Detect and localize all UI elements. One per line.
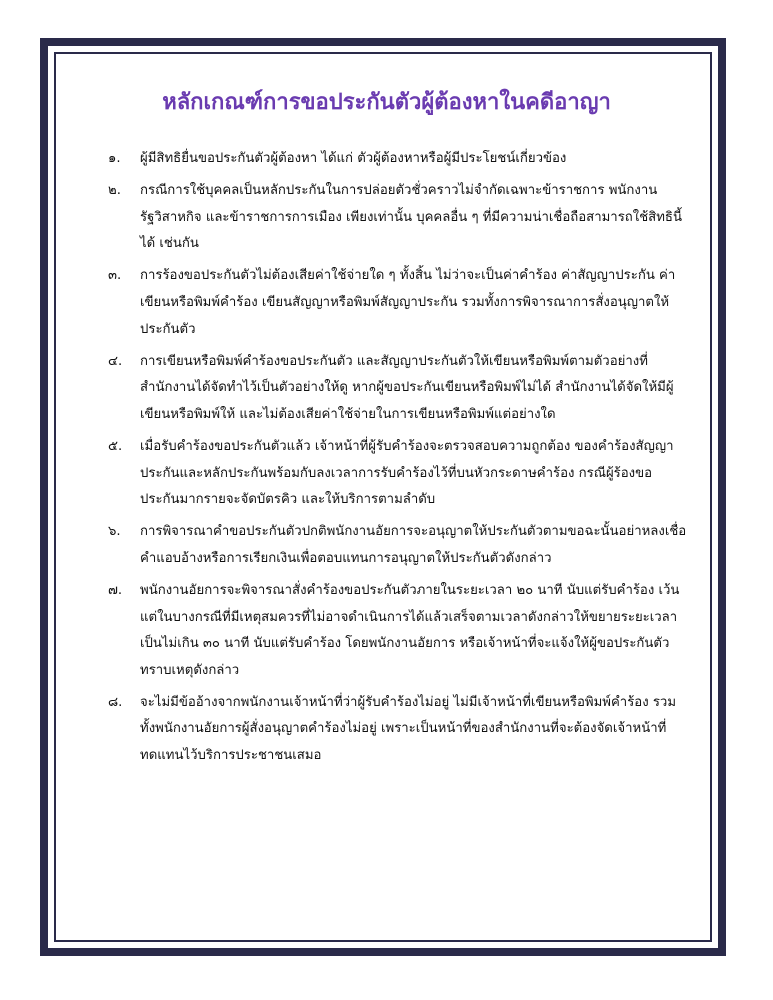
rule-item-3 <box>108 263 688 343</box>
rule-number: ๒. <box>108 183 121 199</box>
rule-text: กรณีการใช้บุคคลเป็นหลักประกันในการปล่อยตัวชั่วคราวไม่จำกัดเฉพาะข้าราชการ พนักงานรัฐวิสาหกิจ และข้าราชการการเมือง เพียงเท่านั้น บุคคลอื่น ๆ ที่มีความน่าเชื่อถือสามารถใช้สิทธินี้ได้ เช่นกัน <box>140 183 682 252</box>
rule-item-2 <box>108 178 688 258</box>
rule-number: ๗. <box>108 582 123 598</box>
rule-number: ๖. <box>108 524 121 540</box>
rule-item-7 <box>108 578 688 684</box>
rule-item-4 <box>108 349 688 429</box>
rule-item-1 <box>108 146 688 173</box>
rule-text: การเขียนหรือพิมพ์คำร้องขอประกันตัว และสัญญาประกันตัวให้เขียนหรือพิมพ์ตามตัวอย่างที่สำนักงานได้จัดทำไว้เป็นตัวอย่างให้ดู หากผู้ขอประกันเขียนหรือพิมพ์ไม่ได้ สำนักงานได้จัดให้มีผู้เขียนหรือพิมพ์ให้ และไม่ต้องเสียค่าใช้จ่ายในการเขียนหรือพิมพ์แต่อย่างใด <box>140 353 674 422</box>
rule-item-8 <box>108 690 688 770</box>
rule-number: ๑. <box>108 151 121 166</box>
rule-text: การร้องขอประกันตัวไม่ต้องเสียค่าใช้จ่ายใด ๆ ทั้งสิ้น ไม่ว่าจะเป็นค่าคำร้อง ค่าสัญญาประกัน ค่าเขียนหรือพิมพ์คำร้อง เขียนสัญญาหรือพิมพ์สัญญาประกัน รวมทั้งการพิจารณาการสั่งอนุญาตให้ประกันตัว <box>140 268 676 337</box>
rule-number: ๔. <box>108 353 123 369</box>
rule-list <box>108 146 688 775</box>
document-title: หลักเกณฑ์การขอประกันตัวผู้ต้องหาในคดีอาญา <box>162 90 611 115</box>
rule-text: การพิจารณาคำขอประกันตัวปกติพนักงานอัยการจะอนุญาตให้ประกันตัวตามขอฉะนั้นอย่าหลงเชื่อคำแอบอ้างหรือการเรียกเงินเพื่อตอบแทนการอนุญาตให้ประกันตัวดังกล่าว <box>140 524 687 566</box>
rule-item-6 <box>108 519 688 572</box>
rule-text: เมื่อรับคำร้องขอประกันตัวแล้ว เจ้าหน้าที่ผู้รับคำร้องจะตรวจสอบความถูกต้อง ของคำร้องสัญญาประกันและหลักประกันพร้อมกับลงเวลาการรับคำร้องไว้ที่บนหัวกระดาษคำร้อง กรณีผู้ร้องขอประกันมากรายจะจัดบัตรคิว และให้บริการตามลำดับ <box>140 438 674 508</box>
rule-number: ๕. <box>108 438 123 454</box>
rule-text: พนักงานอัยการจะพิจารณาสั่งคำร้องขอประกันตัวภายในระยะเวลา ๒๐ นาที นับแต่รับคำร้อง เว้นแต่ในบางกรณีที่มีเหตุสมควรที่ไม่อาจดำเนินการได้แล้วเสร็จตามเวลาดังกล่าวให้ขยายระยะเวลาเป็นไม่เกิน ๓๐ นาที นับแต่รับคำร้อง โดยพนักงานอัยการ หรือเจ้าหน้าที่จะแจ้งให้ผู้ขอประกันตัวทราบเหตุดังกล่าว <box>140 582 680 678</box>
rule-number: ๓. <box>108 268 122 284</box>
rule-item-5 <box>108 434 688 514</box>
rule-number: ๘. <box>108 694 123 710</box>
rule-text: ผู้มีสิทธิยื่นขอประกันตัวผู้ต้องหา ได้แก่ ตัวผู้ต้องหาหรือผู้มีประโยชน์เกี่ยวข้อง <box>140 151 567 166</box>
rule-text: จะไม่มีข้ออ้างจากพนักงานเจ้าหน้าที่ว่าผู้รับคำร้องไม่อยู่ ไม่มีเจ้าหน้าที่เขียนหรือพิมพ์คำร้อง รวมทั้งพนักงานอัยการผู้สั่งอนุญาตคำร้องไม่อยู่ เพราะเป็นหน้าที่ของสำนักงานที่จะต้องจัดเจ้าหน้าที่ทดแทนไว้บริการประชาชนเสมอ <box>140 694 677 763</box>
